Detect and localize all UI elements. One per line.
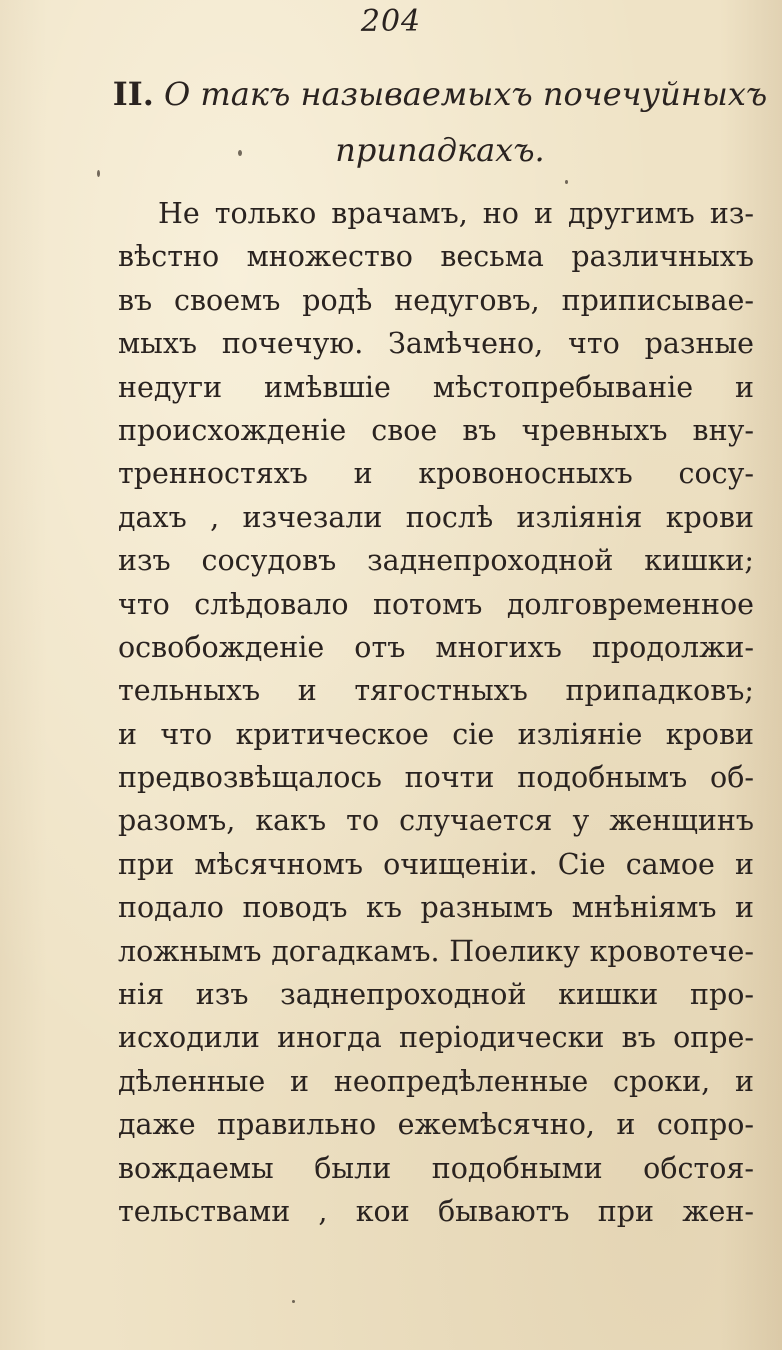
text-line: разомъ, какъ то случается у женщинъ	[118, 804, 754, 838]
text-line: недуги имѣвшіе мѣстопребываніе и	[118, 370, 754, 404]
text-line: происхожденіе свое въ чревныхъ вну-	[118, 413, 754, 447]
text-line: нія изъ заднепроходной кишки про-	[118, 978, 754, 1012]
text-line: ложнымъ догадкамъ. Поелику кровотече-	[118, 934, 754, 968]
text-line: Не только врачамъ, но и другимъ из-	[158, 197, 754, 230]
text-line: что слѣдовало потомъ долговременное	[118, 587, 754, 621]
text-line: дахъ , изчезали послѣ изліянія крови	[118, 500, 754, 534]
text-line: освобожденіе отъ многихъ продолжи-	[118, 630, 754, 664]
body-paragraph	[118, 192, 754, 1233]
text-line: исходили иногда періодически въ опре-	[118, 1021, 754, 1055]
text-line: мыхъ почечую. Замѣчено, что разные	[118, 327, 754, 361]
text-line: тельныхъ и тягостныхъ припадковъ;	[118, 674, 754, 708]
text-line: дѣленные и неопредѣленные сроки, и	[118, 1064, 754, 1098]
text-line: тренностяхъ и кровоносныхъ сосу-	[118, 457, 754, 491]
text-line: въ своемъ родѣ недуговъ, приписывае-	[118, 283, 754, 317]
page-number: 204	[360, 4, 422, 39]
text-line: и что критическое сіе изліяніе крови	[118, 717, 754, 751]
text-line: подало поводъ къ разнымъ мнѣніямъ и	[118, 891, 754, 925]
section-heading-line-1	[110, 66, 770, 122]
text-line: при мѣсячномъ очищеніи. Сіе самое и	[118, 847, 754, 881]
text-line: тельствами , кои бываютъ при жен-	[118, 1194, 754, 1228]
section-heading	[110, 66, 770, 178]
paper-speck	[97, 170, 100, 177]
section-title-part-2: припадкахъ.	[335, 131, 545, 169]
paper-speck	[292, 1300, 295, 1303]
text-line: даже правильно ежемѣсячно, и сопро-	[118, 1108, 754, 1142]
text-line: изъ сосудовъ заднепроходной кишки;	[118, 544, 754, 578]
section-title-part-1: О такъ называемыхъ почечуйныхъ	[164, 75, 768, 113]
text-line: вѣстно множество весьма различныхъ	[118, 240, 754, 274]
text-line: вождаемы были подобными обстоя-	[118, 1151, 754, 1185]
section-number: II.	[112, 75, 154, 113]
paper-speck	[565, 180, 568, 184]
paper-speck	[238, 150, 242, 156]
text-line: предвозвѣщалось почти подобнымъ об-	[118, 761, 754, 795]
